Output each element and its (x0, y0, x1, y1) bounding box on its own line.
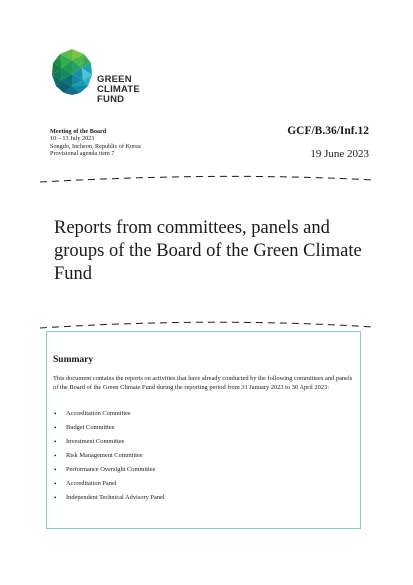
meeting-dates: 10 – 13 July 2023 (50, 135, 95, 143)
logo-line-3: FUND (97, 94, 125, 105)
committee-list (53, 407, 165, 505)
list-item: • Accreditation Committee (53, 407, 165, 421)
list-item: • Risk Management Committee (53, 449, 165, 463)
list-item: • Investment Committee (53, 435, 165, 449)
agenda-item: Provisional agenda item 7 (50, 150, 115, 158)
logo-line-2: CLIMATE (97, 84, 140, 95)
globe-logo-icon (50, 48, 94, 96)
list-item: • Accreditation Panel (53, 477, 165, 491)
top-divider (40, 172, 373, 184)
meeting-location: Songdo, Incheon, Republic of Korea (50, 142, 141, 150)
document-date: 19 June 2023 (310, 148, 369, 160)
list-item: • Independent Technical Advisory Panel (53, 491, 165, 505)
list-item: • Budget Committee (53, 421, 165, 435)
bottom-divider (40, 318, 373, 330)
meeting-info (50, 128, 141, 158)
document-title: Reports from committees, panels and groups of the Board of the Green Climate Fund (54, 218, 362, 284)
logo-wordmark (97, 75, 140, 105)
document-number: GCF/B.36/Inf.12 (287, 125, 369, 137)
list-item: • Performance Oversight Committee (53, 463, 165, 477)
summary-intro: This document contains the reports on activities that have already conducted by the following committees and panels of the Board of the Green Climate Fund during the reporting period from 31 January 2023 to 30 April 2023: (53, 375, 353, 391)
meeting-title: Meeting of the Board (50, 128, 107, 135)
summary-box (46, 331, 361, 529)
summary-heading: Summary (53, 355, 94, 365)
logo-line-1: GREEN (97, 74, 132, 85)
gcf-logo (50, 48, 150, 106)
